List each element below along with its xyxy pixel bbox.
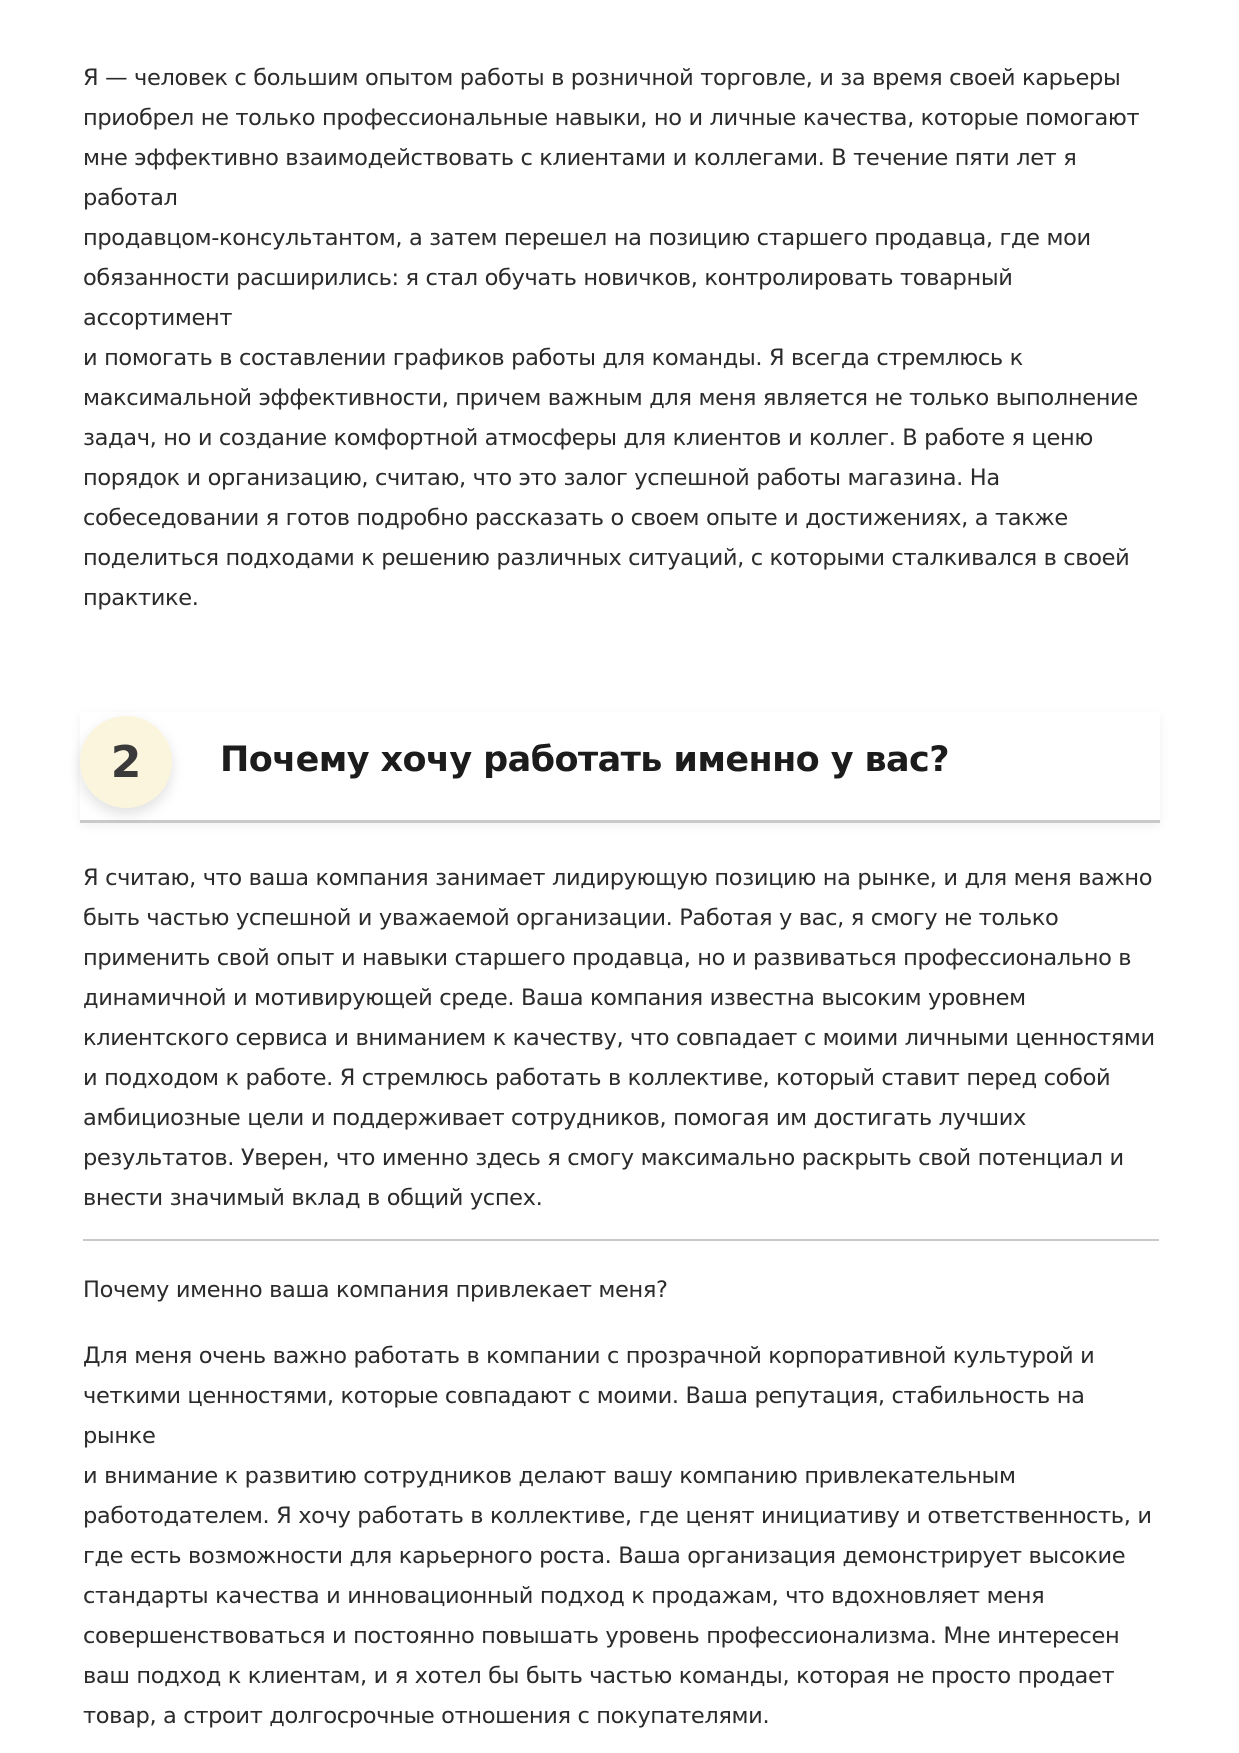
subheading: Почему именно ваша компания привлекает меня?: [83, 1277, 668, 1303]
section-2-body: [83, 858, 1163, 1218]
section-1-body: [83, 58, 1163, 618]
motivation-paragraph: Я считаю, что ваша компания занимает лидирующую позицию на рынке, и для меня важно быть частью успешной и уважаемой организации. Работая у вас, я смогу не только применить свой опыт и навыки старшего продавца, но и развиваться профессионально в динамичной и мотивирующей среде. Ваша компания известна высоким уровнем клиентского сервиса и вниманием к качеству, что совпадает с моими личными ценностями и подходом к работе. Я стремлюсь работать в коллективе, который ставит перед собой амбициозные цели и поддерживает сотрудников, помогая им достигать лучших результатов. Уверен, что именно здесь я смогу максимально раскрыть свой потенциал и внести значимый вклад в общий успех.: [83, 865, 1155, 1211]
section-title: Почему хочу работать именно у вас?: [220, 740, 949, 780]
section-2-header: [80, 712, 1160, 823]
section-number-badge: 2: [80, 716, 172, 808]
company-attraction-body: [83, 1336, 1163, 1736]
experience-paragraph: Я — человек с большим опытом работы в розничной торговле, и за время своей карьеры приобрел не только профессиональные навыки, но и личные качества, которые помогают мне эффективно взаимодействовать с клиентами и коллегами. В течение пяти лет я работал продавцом-консультантом, а затем перешел на позицию старшего продавца, где мои обязанности расширились: я стал обучать новичков, контролировать товарный ассортимент и помогать в составлении графиков работы для команды. Я всегда стремлюсь к максимальной эффективности, причем важным для меня является не только выполнение задач, но и создание комфортной атмосферы для клиентов и коллег. В работе я ценю порядок и организацию, считаю, что это залог успешной работы магазина. На собеседовании я готов подробно рассказать о своем опыте и достижениях, а также поделиться подходами к решению различных ситуаций, с которыми сталкивался в своей практике.: [83, 65, 1140, 611]
company-attraction-paragraph: Для меня очень важно работать в компании с прозрачной корпоративной культурой и четкими ценностями, которые совпадают с моими. Ваша репутация, стабильность на рынке и внимание к развитию сотрудников делают вашу компанию привлекательным работодателем. Я хочу работать в коллективе, где ценят инициативу и ответственность, и где есть возможности для карьерного роста. Ваша организация демонстрирует высокие стандарты качества и инновационный подход к продажам, что вдохновляет меня совершенствоваться и постоянно повышать уровень профессионализма. Мне интересен ваш подход к клиентам, и я хотел бы быть частью команды, которая не просто продает товар, а строит долгосрочные отношения с покупателями.: [83, 1343, 1152, 1729]
section-divider: [83, 1239, 1159, 1241]
